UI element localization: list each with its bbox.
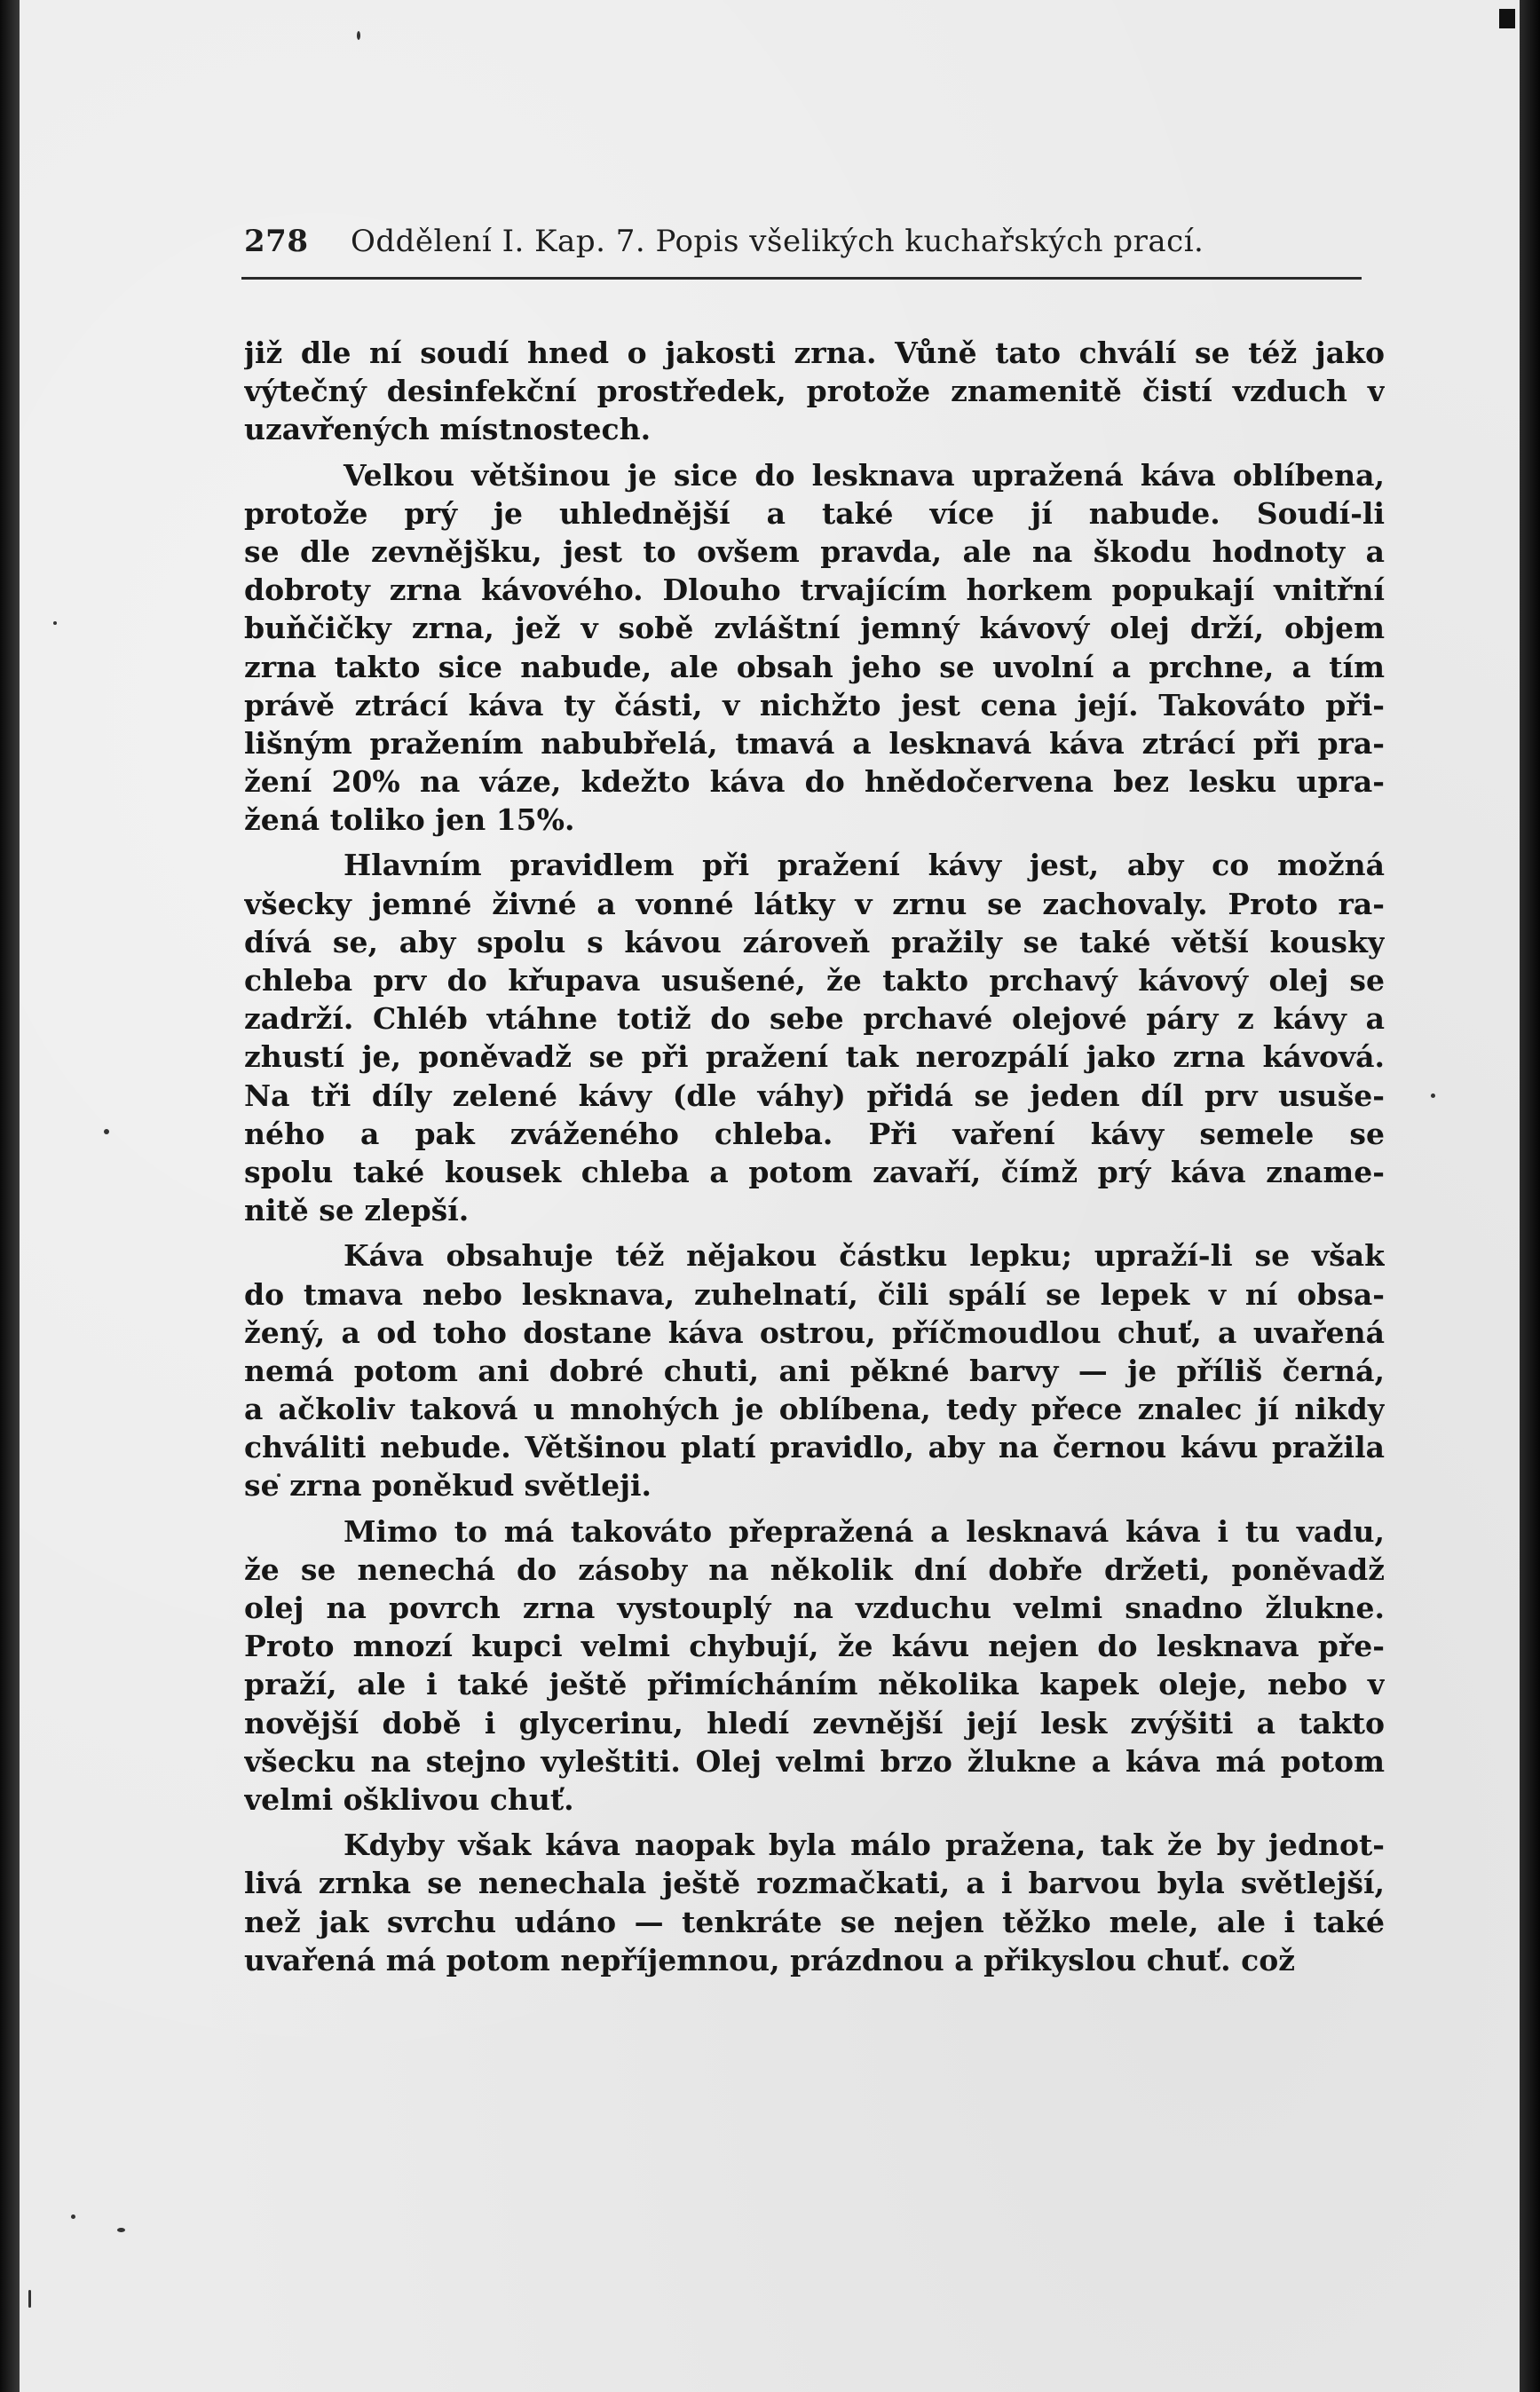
running-head-title: Oddělení I. Kap. 7. Popis všelikých kuchařských prací. [351,224,1204,259]
dust-speck [104,1129,109,1134]
text-line: dívá se, aby spolu s kávou zároveň pražily se také větší kousky [244,924,1385,959]
text-line: velmi ošklivou chuť. [244,1781,574,1817]
text-line: nitě se zlepší. [244,1193,470,1228]
dust-speck [28,2290,31,2308]
paragraph [244,1236,1385,1504]
text-line: zadrží. Chléb vtáhne totiž do sebe prchavé olejové páry z kávy a [244,1001,1385,1037]
text-line: buňčičky zrna, jež v sobě zvláštní jemný kávový olej drží, objem [244,611,1385,646]
text-line: žený, a od toho dostane káva ostrou, příčmoudlou chuť, a uvařená [244,1314,1385,1350]
text-line: že se nenechá do zásoby na několik dní dobře držeti, poněvadž [244,1551,1385,1587]
dust-speck [1431,1093,1435,1098]
text-line: Kdyby však káva naopak byla málo pražena, tak že by jednot- [344,1828,1385,1863]
paragraph [244,334,1385,449]
text-line: chváliti nebude. Většinou platí pravidlo, aby na černou kávu pražila [244,1430,1385,1465]
text-line: uvařená má potom nepříjemnou, prázdnou a přikyslou chuť. což [244,1942,1295,1978]
text-line: zhustí je, poněvadž se při pražení tak nerozpálí jako zrna kávová. [244,1039,1385,1075]
text-line: Mimo to má takováto přepražená a lesknavá káva i tu vadu, [344,1513,1385,1549]
text-line: spolu také kousek chleba a potom zavaří, čímž prý káva zname- [244,1154,1385,1189]
text-line: Velkou většinou je sice do lesknava upražená káva oblíbena, [344,457,1385,493]
text-line: livá zrnka se nenechala ještě rozmačkati, a i barvou byla světlejší, [244,1866,1385,1901]
text-line: žení 20% na váze, kdežto káva do hnědočervena bez lesku upra- [244,764,1385,800]
text-line: všecky jemné živné a vonné látky v zrnu se zachovaly. Proto ra- [244,886,1385,921]
header-rule [241,277,1362,280]
scan-right-edge [1520,0,1540,2392]
text-line: než jak svrchu udáno — tenkráte se nejen těžko mele, ale i také [244,1904,1385,1939]
text-line: olej na povrch zrna vystouplý na vzduchu velmi snadno žlukne. [244,1591,1385,1625]
text-line: Káva obsahuje též nějakou částku lepku; upraží-li se však [344,1238,1385,1274]
text-line: novější době i glycerinu, hledí zevnější její lesk zvýšiti a takto [244,1705,1385,1741]
text-line: uzavřených místnostech. [244,412,652,447]
dust-speck [357,31,360,40]
running-header [244,224,1362,268]
page-number: 278 [244,224,309,259]
text-line: protože prý je uhlednější a také více jí nabude. Soudí-li [244,495,1385,531]
text-line: dobroty zrna kávového. Dlouho trvajícím horkem popukají vnitřní [244,572,1385,608]
text-line: se zrna poněkud světleji. [244,1468,652,1504]
text-line: výtečný desinfekční prostředek, protože znamenitě čistí vzduch v [244,374,1385,409]
text-line: již dle ní soudí hned o jakosti zrna. Vůně tato chválí se též jako [244,336,1385,370]
text-line: do tmava nebo lesknava, zuhelnatí, čili spálí se lepek v ní obsa- [244,1276,1385,1312]
text-line: nemá potom ani dobré chuti, ani pěkné barvy — je příliš černá, [244,1353,1385,1388]
text-line: chleba prv do křupava usušené, že takto prchavý kávový olej se [244,963,1385,998]
paragraph [244,456,1385,840]
scan-corner-mark [1499,9,1515,28]
paragraph [244,1826,1385,1979]
text-line: právě ztrácí káva ty části, v nichžto jest cena její. Takováto při- [244,687,1385,722]
text-line: a ačkoliv taková u mnohých je oblíbena, tedy přece znalec jí nikdy [244,1392,1385,1427]
text-line: všecku na stejno vyleštiti. Olej velmi brzo žlukne a káva má potom [244,1743,1385,1779]
paragraph [244,1512,1385,1820]
dust-speck [71,2214,75,2219]
text-line: Hlavním pravidlem při pražení kávy jest, aby co možná [344,848,1385,883]
paragraph [244,846,1385,1229]
text-line: ného a pak zváženého chleba. Při vaření kávy semele se [244,1116,1385,1151]
dust-speck [53,621,57,625]
dust-speck [117,2228,125,2232]
text-line: zrna takto sice nabude, ale obsah jeho se uvolní a prchne, a tím [244,649,1385,684]
text-line: se dle zevnějšku, jest to ovšem pravda, ale na škodu hodnoty a [244,533,1385,569]
text-line: žená toliko jen 15%. [244,802,575,838]
page-body-text [244,334,1385,1986]
text-line: praží, ale i také ještě přimícháním několika kapek oleje, nebo v [244,1667,1385,1702]
scan-left-edge [0,0,20,2392]
text-line: Na tři díly zelené kávy (dle váhy) přidá se jeden díl prv usuše- [244,1078,1385,1113]
text-line: Proto mnozí kupci velmi chybují, že kávu nejen do lesknava pře- [244,1629,1385,1664]
text-line: lišným pražením nabubřelá, tmavá a lesknavá káva ztrácí při pra- [244,725,1385,761]
